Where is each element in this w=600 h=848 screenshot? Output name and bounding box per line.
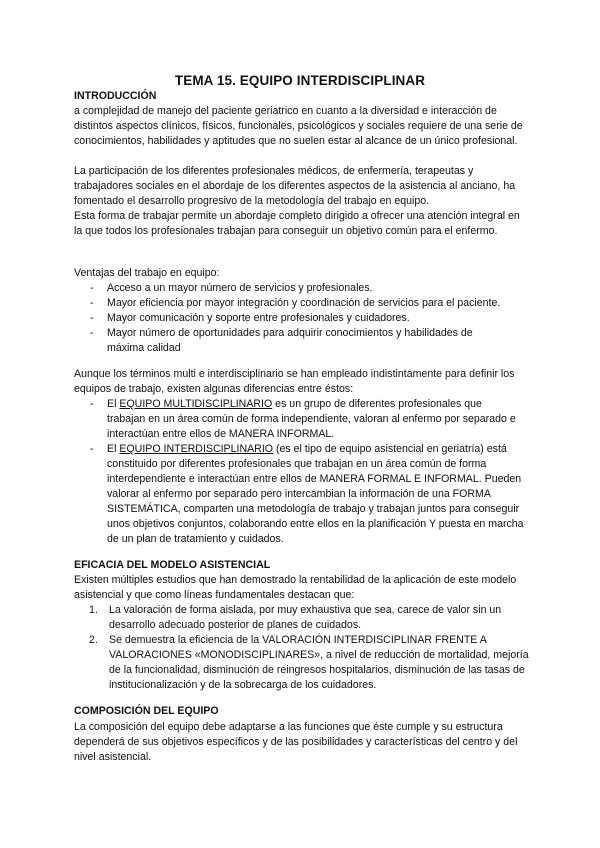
section-heading-eficacia: EFICACIA DEL MODELO ASISTENCIAL <box>74 559 271 571</box>
list-item <box>74 397 534 442</box>
list-item <box>74 296 534 311</box>
list-item-text: El <box>107 443 120 455</box>
list-item-text: Acceso a un mayor número de servicios y profesionales. <box>107 282 373 294</box>
bullet-marker: - <box>90 398 94 410</box>
document-title: TEMA 15. EQUIPO INTERDISCIPLINAR <box>174 73 426 88</box>
eficacia-numbered-list <box>74 603 534 693</box>
list-item <box>74 603 534 633</box>
ventajas-label: Ventajas del trabajo en equipo: <box>74 267 220 279</box>
list-item-text: La valoración de forma aislada, por muy exhaustiva que sea, carece de valor sin un desarrollo adecuado posterior de planes de cuidados. <box>109 604 502 631</box>
list-item <box>74 633 534 693</box>
list-item-text: Mayor número de oportunidades para adquirir conocimientos y habilidades de máxima calidad <box>107 327 473 354</box>
ventajas-list <box>74 281 534 356</box>
list-item-text: Se demuestra la eficiencia de la VALORACIÓN INTERDISCIPLINAR FRENTE A VALORACIONES «MONODISCIPLINARES», a nivel de reducción de mortalidad, mejoría de la funcionalidad, disminución de reingresos hospitalarios, disminución de las tasas de institucionalización y de la sobrecarga de los cuidadores. <box>109 634 529 691</box>
list-item <box>74 311 534 326</box>
list-item <box>74 326 534 356</box>
section-heading-composicion: COMPOSICIÓN DEL EQUIPO <box>74 705 219 717</box>
list-item-text: (es el tipo de equipo asistencial en geriatría) está constituido por diferentes profesionales que trabajan en un área común de forma interdependiente e interactúan entre ellos de MANERA FORMAL E INFORMAL. Pueden valorar al enfermo por separado pero intercambian la información de una FORMA SISTEMÁTICA, comparten una metodología de trabajo y trabajan juntos para conseguir unos objetivos conjuntos, colaborando entre ellos en la planificación Y puesta en marcha de un plan de tratamiento y cuidados. <box>107 443 524 545</box>
underlined-term: EQUIPO INTERDISCIPLINARIO <box>119 443 274 455</box>
list-item <box>74 281 534 296</box>
list-item-text: Mayor eficiencia por mayor integración y coordinación de servicios para el paciente. <box>107 297 501 309</box>
list-item-text: El <box>107 398 120 410</box>
intro-paragraph-4: Aunque los términos multi e interdisciplinario se han empleado indistintamente para definir los equipos de trabajo, existen algunas diferencias entre éstos: <box>74 368 515 395</box>
composicion-paragraph-1: La composición del equipo debe adaptarse a las funciones que éste cumple y su estructura dependerá de sus objetivos específicos y de las posibilidades y características del centro y del nivel asistencial. <box>74 721 518 763</box>
list-item-text: es un grupo de diferentes profesionales que trabajan en un área común de forma independiente, valoran al enfermo por separado e interactúan entre ellos de MANERA INFORMAL. <box>107 398 516 440</box>
underlined-term: EQUIPO MULTIDISCIPLINARIO <box>119 398 273 410</box>
list-item-text: Mayor comunicación y soporte entre profesionales y cuidadores. <box>107 312 410 324</box>
bullet-marker: - <box>90 297 94 309</box>
list-number: 2. <box>89 634 98 646</box>
intro-paragraph-1: a complejidad de manejo del paciente geriatrico en cuanto a la diversidad e interacción de distintos aspectos clínicos, físicos, funcionales, psicológicos y sociales requiere de una serie de conocimientos, habilidades y aptitudes que no suelen estar al alcance de un único profesional. <box>74 105 523 147</box>
bullet-marker: - <box>90 327 94 339</box>
list-item <box>74 442 534 547</box>
bullet-marker: - <box>90 443 94 455</box>
section-heading-introduccion: INTRODUCCIÓN <box>74 90 157 102</box>
list-number: 1. <box>89 604 98 616</box>
intro-paragraph-3: Esta forma de trabajar permite un abordaje completo dirigido a ofrecer una atención integral en la que todos los profesionales trabajan para conseguir un objetivo común para el enfermo. <box>74 210 520 237</box>
bullet-marker: - <box>90 282 94 294</box>
bullet-marker: - <box>90 312 94 324</box>
eficacia-paragraph-1: Existen múltiples estudios que han demostrado la rentabilidad de la aplicación de este modelo asistencial y que como líneas fundamentales destacan que: <box>74 574 517 601</box>
intro-paragraph-2: La participación de los diferentes profesionales médicos, de enfermería, terapeutas y trabajadores sociales en el abordaje de los diferentes aspectos de la asistencia al anciano, ha fomentado el desarrollo progresivo de la metodología del trabajo en equipo. <box>74 165 516 207</box>
diferencias-list <box>74 397 534 547</box>
